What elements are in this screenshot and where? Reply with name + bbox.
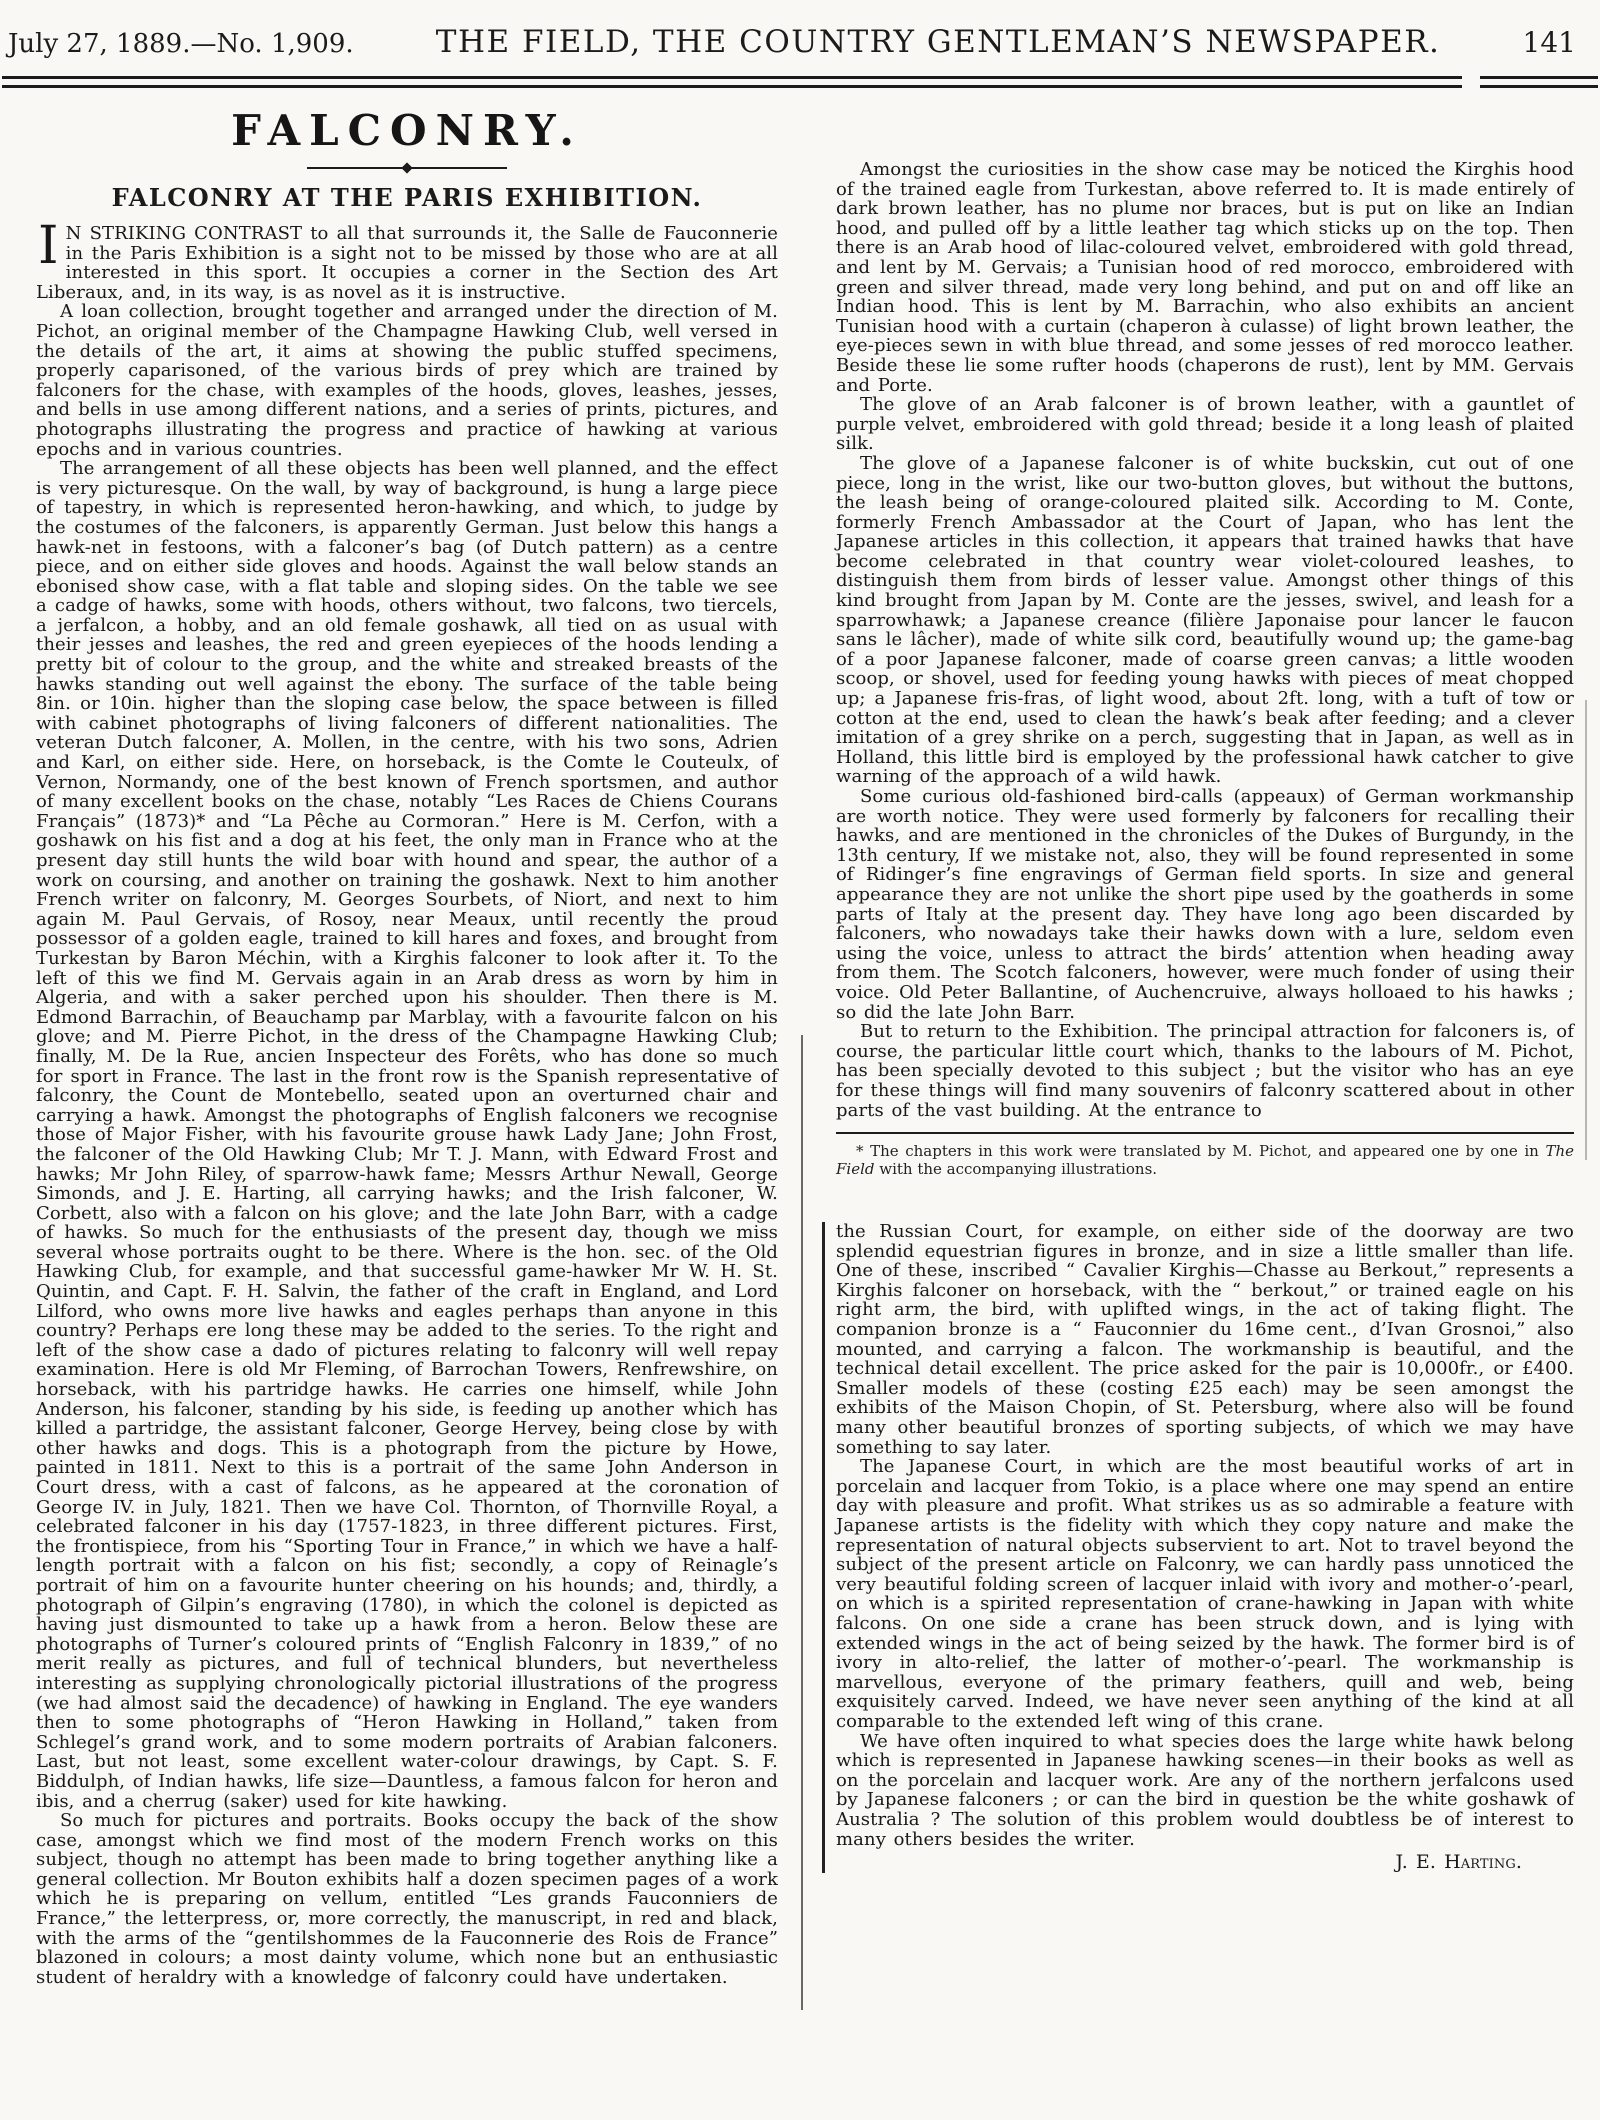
article-paragraph: But to return to the Exhibition. The principal attraction for falconers is, of course, the particular little court which, thanks to the labours of M. Pichot, has been specially devoted to this subject ; but the visitor who has an eye for these things will find many souvenirs of falconry scattered about in other parts of the vast building. At the entrance to [836,1021,1574,1121]
newspaper-title: THE FIELD, THE COUNTRY GENTLEMAN’S NEWSPAPER. [435,24,1441,60]
footnote [836,1132,1574,1178]
diamond-ornament [401,162,412,173]
article-paragraph [36,216,778,303]
article-paragraph: Some curious old-fashioned bird-calls (appeaux) of German workmanship are worth notice. They were used formerly by falconers for recalling their hawks, and are mentioned in the chronicles of the Dukes of Burgundy, in the 13th century, If we mistake not, also, they will be found represented in some of Ridinger’s fine engravings of German field sports. In size and general appearance they are not unlike the short pipe used by the goatherds in some parts of Italy at the present day. They have long ago been discarded by falconers, who nowadays take their hawks down with a lure, seldom even using the voice, unless to attract the birds’ attention when heading away from them. The Scotch falconers, however, were much fonder of using their voice. Old Peter Ballantine, of Auchencruive, always holloaed to his hawks ; so did the late John Barr. [836,786,1574,1023]
section-title: FALCONRY. [231,106,583,155]
masthead-rules [2,76,1598,88]
column-divider-rule [801,1035,803,2010]
footnote-italic: The Field [836,1142,1574,1178]
rule-row [2,76,1598,79]
right-column-body [836,160,1574,1120]
article-paragraph: We have often inquired to what species does the large white hawk belong which is represented in Japanese hawking scenes—in their books as well as on the porcelain and lacquer work. Are any of the northern jerfalcons used by Japanese falconers ; or can the bird in question be the white goshawk of Australia ? The solution of this problem would doubtless be of interest to many others besides the writer. [836,1730,1574,1850]
footnote-text [836,1143,1574,1178]
footnote-after: with the accompanying illustrations. [874,1159,1158,1178]
footnote-before: * The chapters in this work were translated by M. Pichot, and appeared one by one in [856,1142,1546,1161]
article-paragraph: The arrangement of all these objects has been well planned, and the effect is very picturesque. On the wall, by way of background, is hung a large piece of tapestry, in which is represented heron-hawking, and which, to judge by the costumes of the falconers, is apparently German. Just below this hangs a hawk-net in festoons, with a falconer’s bag (of Dutch pattern) as a centre piece, and on either side gloves and hoods. Against the wall below stands an ebonised show case, with a flat table and sloping sides. On the table we see a cadge of hawks, some with hoods, others without, two falcons, two tiercels, a jerfalcon, a hobby, and an old female goshawk, all tied on as usual with their jesses and leashes, the red and green eyepieces of the hoods lending a pretty bit of colour to the group, and the white and streaked breasts of the hawks standing out well against the ebony. The surface of the table being 8in. or 10in. higher than the sloping case below, the space between is filled with cabinet photographs of living falconers of different nationalities. The veteran Dutch falconer, A. Mollen, in the centre, with his two sons, Adrien and Karl, on either side. Here, on horseback, is the Comte le Couteulx, of Vernon, Normandy, one of the best known of French sportsmen, and author of many excellent books on the chase, notably “Les Races de Chiens Courans Français” (1873)* and “La Pêche au Cormoran.” Here is M. Cerfon, with a goshawk on his fist and a dog at his feet, the only man in France who at the present day still hunts the wild boar with hound and spear, the author of a work on coursing, and another on training the goshawk. Next to him another French writer on falconry, M. Georges Sourbets, of Niort, and next to him again M. Paul Gervais, of Rosoy, near Meaux, until recently the proud possessor of a golden eagle, trained to kill hares and foxes, and brought from Turkestan by Baron Méchin, with a Kirghis falconer to look after it. To the left of this we find M. Gervais again in an Arab dress as worn by him in Algeria, and with a saker perched upon his shoulder. Then there is M. Edmond Barrachin, of Beauchamp par Marblay, with a favourite falcon on his glove; and M. Pierre Pichot, in the dress of the Champagne Hawking Club; finally, M. De la Rue, ancien Inspecteur des Forêts, who has done so much for sport in France. The last in the front row is the Spanish representative of falconry, the Count de Montebello, seated upon an overturned chair and carrying a hawk. Amongst the photographs of English falconers we recognise those of Major Fisher, with his favourite grouse hawk Lady Jane; John Frost, the falconer of the Old Hawking Club; Mr T. J. Mann, with Edward Frost and hawks; Mr John Riley, of sparrow-hawk fame; Messrs Arthur Newall, George Simonds, and J. E. Harting, all carrying hawks; and the Irish falconer, W. Corbett, also with a falcon on his glove; and the late John Barr, with a cadge of hawks. So much for the enthusiasts of the present day, though we miss several whose portraits ought to be there. Where is the hon. sec. of the Old Hawking Club, for example, and that successful game-hawker Mr W. H. St. Quintin, and Capt. F. H. Salvin, the father of the craft in England, and Lord Lilford, who owns more live hawks and eagles perhaps than anyone in this country? Perhaps ere long these may be added to the series. To the right and left of the show case a dado of pictures relating to falconry will well repay examination. Here is old Mr Fleming, of Barrochan Towers, Renfrewshire, on horseback, with his partridge hawks. He carries one himself, while John Anderson, his falconer, standing by his side, is feeding up another which has killed a partridge, the assistant falconer, George Hervey, being close by with other hawks and dogs. This is a photograph from the picture by Howe, painted in 1811. Next to this is a portrait of the same John Anderson in Court dress, with a cast of falcons, as he appeared at the coronation of George IV. in July, 1821. Then we have Col. Thornton, of Thornville Royal, a celebrated falconer in his day (1757-1823, in three different pictures. First, the frontispiece, from his “Sporting Tour in France,” in which we have a half-length portrait with a falcon on his fist; secondly, a copy of Reinagle’s portrait of him on a favourite hunter cheering on his hounds; and, thirdly, a photograph of Gilpin’s engraving (1780), in which the colonel is depicted as having just dismounted to take up a hawk from a heron. Below these are photographs of Turner’s coloured prints of “English Falconry in 1839,” of no merit really as pictures, and full of technical blunders, but nevertheless interesting as supplying chronologically pictorial illustrations of the progress (we had almost said the decadence) of hawking in England. The eye wanders then to some photographs of “Heron Hawking in Holland,” taken from Schlegel’s grand work, and to some modern portraits of Arabian falconers. Last, but not least, some excellent water-colour drawings, by Capt. S. F. Biddulph, of Indian hawks, life size—Dauntless, a famous falcon for heron and ibis, and a cherrug (saker) used for kite hawking. [36,458,778,1812]
article-headline: FALCONRY AT THE PARIS EXHIBITION. [111,183,703,212]
article-columns [0,104,1600,1987]
left-column [36,104,778,1987]
article-paragraph: The glove of an Arab falconer is of brown leather, with a gauntlet of purple velvet, embroidered with gold thread; beside it a long leash of plaited silk. [836,394,1574,455]
issue-date: July 27, 1889.—No. 1,909. [8,29,354,59]
rule-segment [2,85,1462,88]
article-paragraph: The glove of a Japanese falconer is of white buckskin, cut out of one piece, long in the wrist, like our two-button gloves, but without the buttons, the leash being of orange-coloured plaited silk. According to M. Conte, formerly French Ambassador at the Court of Japan, who has lent the Japanese articles in this collection, it appears that trained hawks that have become celebrated in that country wear violet-coloured leashes, to distinguish them from birds of lesser value. Amongst other things of this kind brought from Japan by M. Conte are the jesses, swivel, and leash for a sparrowhawk; a Japanese creance (filière Japonaise pour lancer le faucon sans le lâcher), made of white silk cord, beautifully wound up; the game-bag of a poor Japanese falconer, made of coarse green canvas; a little wooden scoop, or shovel, used for feeding young hawks with pieces of meat chopped up; a Japanese fris-fras, of light wood, about 2ft. long, with a tuft of tow or cotton at the end, used to clean the hawk’s beak after feeding; and a clever imitation of a grey shrike on a perch, suggesting that in Japan, as well as in Holland, this little bird is employed by the professional hawk catcher to give warning of the approach of a wild hawk. [836,452,1574,788]
article-paragraph: the Russian Court, for example, on either side of the doorway are two splendid equestrian figures in bronze, and in size a little smaller than life. One of these, inscribed “ Cavalier Kirghis—Chasse au Berkout,” represents a Kirghis falconer on horseback, with the “ berkout,” or trained eagle on his right arm, the bird, with uplifted wings, in the act of taking flight. The companion bronze is a “ Fauconnier du 16me cent., d’Ivan Grosnoi,” also mounted, and carrying a falcon. The workmanship is beautiful, and the technical detail excellent. The price asked for the pair is 10,000fr., or £400. Smaller models of these (costing £25 each) may be seen amongst the exhibits of the Maison Chopin, of St. Petersburg, where also will be found many other beautiful bronzes of sporting subjects, of which we may have something to say later. [836,1221,1574,1458]
left-column-body [36,216,778,1988]
masthead [0,0,1600,60]
author-signature: J. E. Harting. [1395,1851,1522,1874]
article-paragraph: The Japanese Court, in which are the most beautiful works of art in porcelain and lacquer from Tokio, is a place where one may spend an entire day with pleasure and profit. What strikes us as so admirable a feature with Japanese artists is the fidelity with which they copy nature and make the representation of natural objects subservient to art. Not to travel beyond the subject of the present article on Falconry, we can hardly pass unnoticed the very beautiful folding screen of lacquer inlaid with ivory and mother-o’-pearl, on which is a spirited representation of crane-hawking in Japan with white falcons. On one side a crane has been struck down, and is lying with extended wings in the act of being seized by the hawk. The former bird is of ivory in alto-relief, the latter of mother-o’-pearl. The workmanship is marvellous, everyone of the primary feathers, quill and web, being exquisitely carved. Indeed, we have never seen anything of the kind at all comparable to the extended left wing of this crane. [836,1456,1574,1732]
rule-segment [1480,85,1598,88]
page-number: 141 [1522,26,1576,59]
article-paragraph: A loan collection, brought together and arranged under the direction of M. Pichot, an original member of the Champagne Hawking Club, well versed in the details of the art, it aims at showing the public stuffed specimens, properly caparisoned, of the various birds of prey which are trained by falconers for the chase, with examples of the hoods, gloves, leashes, jesses, and bells in use among different nations, and a series of prints, pictures, and photographs illustrating the progress and practice of hawking at various epochs and in various countries. [36,301,778,460]
article-paragraph: So much for pictures and portraits. Books occupy the back of the show case, amongst which we find most of the modern French works on this subject, though no attempt has been made to bring together anything like a general collection. Mr Bouton exhibits half a dozen specimen pages of a work which he is preparing on vellum, entitled “Les grands Fauconniers de France,” the letterpress, or, more correctly, the manuscript, in red and black, with the arms of the “gentilshommes de la Fauconnerie des Rois de France” blazoned in colours; a most dainty volume, which none but an enthusiastic student of heraldry with a knowledge of falconry could have undertaken. [36,1810,778,1988]
continuation-block [822,1222,1574,1873]
clipping-edge-mark [1585,700,1587,1160]
rule-row [2,85,1598,88]
drop-cap: I [38,216,59,276]
rule-segment [2,76,1462,79]
rule-segment [1480,76,1598,79]
right-column [836,104,1574,1987]
article-paragraph: Amongst the curiosities in the show case may be noticed the Kirghis hood of the trained eagle from Turkestan, above referred to. It is made entirely of dark brown leather, has no plume nor braces, but is put on like an Indian hood, and pulled off by a little leather tag which sticks up on the top. Then there is an Arab hood of lilac-coloured velvet, embroidered with gold thread, and lent by M. Gervais; a Tunisian hood of red morocco, embroidered with green and silver thread, made very long behind, and put on and off like an Indian hood. This is lent by M. Barrachin, who also exhibits an ancient Tunisian hood with a curtain (chaperon à culasse) of light brown leather, the eye-pieces sewn in with blue thread, and some jesses of red morocco leather. Beside these lie some rufter hoods (chaperons de rust), lent by MM. Gervais and Porte. [836,159,1574,396]
paragraph-text: N STRIKING CONTRAST to all that surrounds it, the Salle de Fauconnerie in the Paris Exhibition is a sight not to be missed by those who are at all interested in this sport. It occupies a corner in the Section des Art Liberaux, and, in its way, is as novel as it is instructive. [36,223,778,303]
headline-divider-ornament [307,163,507,173]
